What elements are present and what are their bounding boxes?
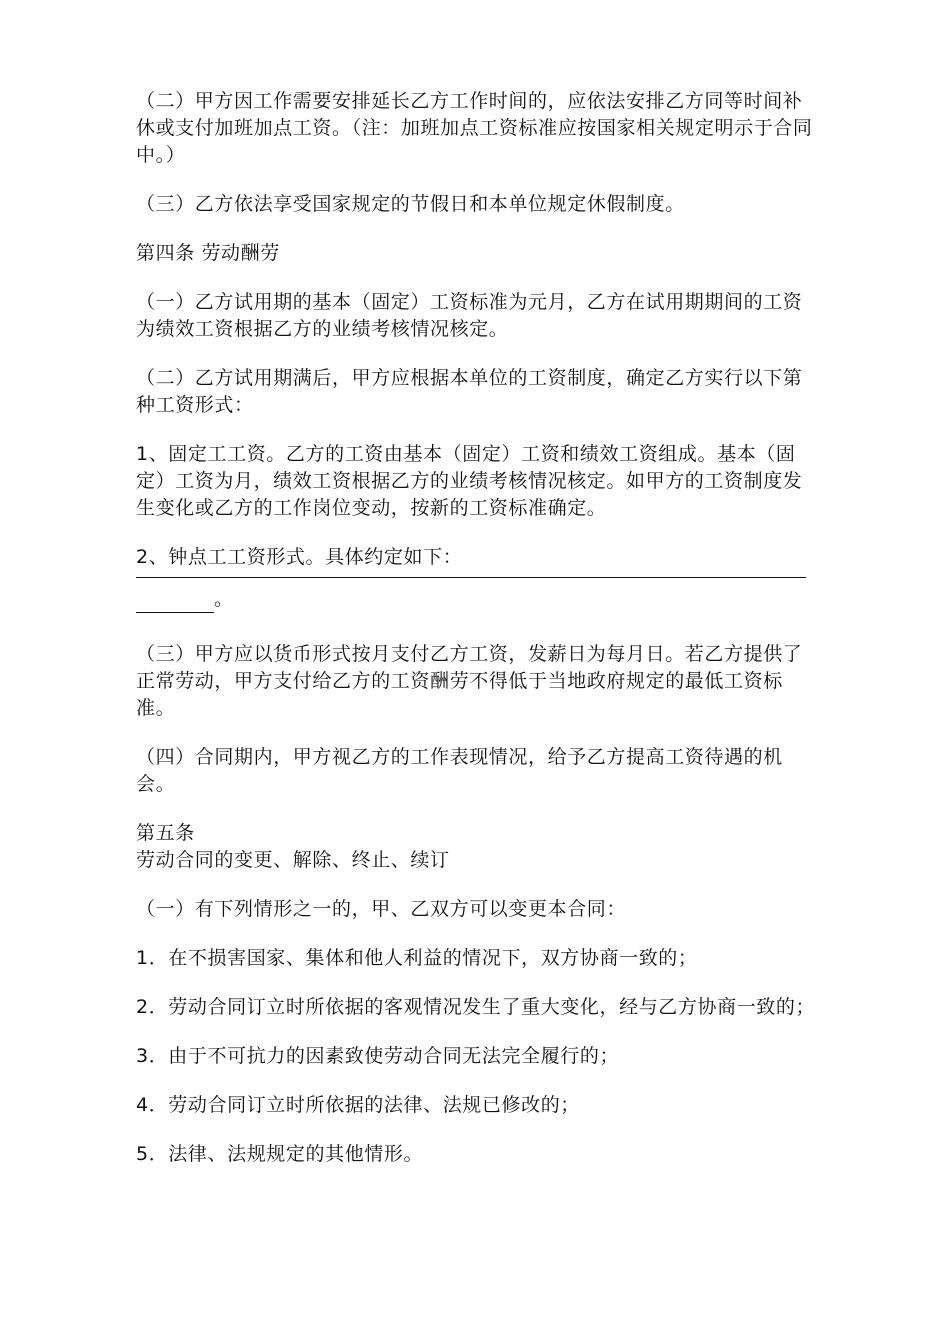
paragraph-probation-wage: （一）乙方试用期的基本（固定）工资标准为元月，乙方在试用期期间的工资为绩效工资根据乙方的业绩考核情况核定。 bbox=[136, 291, 803, 340]
article-5-item-1: 1．在不损害国家、集体和他人利益的情况下，双方协商一致的； bbox=[136, 947, 698, 969]
paragraph-wage-form: （二）乙方试用期满后，甲方应根据本单位的工资制度，确定乙方实行以下第种工资形式： bbox=[136, 367, 803, 416]
article-5-item-5: 5．法律、法规规定的其他情形。 bbox=[136, 1143, 424, 1165]
article-4-heading: 第四条 劳动酬劳 bbox=[136, 242, 280, 264]
paragraph-payment: （三）甲方应以货币形式按月支付乙方工资，发薪日为每月日。若乙方提供了正常劳动，甲方支付给乙方的工资酬劳不得低于当地政府规定的最低工资标准。 bbox=[136, 643, 803, 719]
paragraph-holidays: （三）乙方依法享受国家规定的节假日和本单位规定休假制度。 bbox=[136, 193, 685, 215]
article-5-item-4: 4．劳动合同订立时所依据的法律、法规已修改的； bbox=[136, 1094, 580, 1116]
article-5-heading: 第五条 bbox=[136, 822, 195, 844]
article-5-intro: （一）有下列情形之一的，甲、乙双方可以变更本合同： bbox=[136, 898, 627, 920]
paragraph-fixed-wage: 1、固定工工资。乙方的工资由基本（固定）工资和绩效工资组成。基本（固定）工资为月，绩效工资根据乙方的业绩考核情况核定。如甲方的工资制度发生变化或乙方的工作岗位变动，按新的工资标准确定。 bbox=[136, 443, 803, 519]
paragraph-hourly-wage: 2、钟点工工资形式。具体约定如下： bbox=[136, 546, 463, 568]
article-5-item-2: 2．劳动合同订立时所依据的客观情况发生了重大变化，经与乙方协商一致的； bbox=[136, 996, 816, 1018]
short-blank-underline bbox=[136, 594, 214, 613]
paragraph-raise: （四）合同期内，甲方视乙方的工作表现情况，给予乙方提高工资待遇的机会。 bbox=[136, 746, 783, 795]
article-5-title: 劳动合同的变更、解除、终止、续订 bbox=[136, 849, 450, 871]
paragraph-overtime: （二）甲方因工作需要安排延长乙方工作时间的，应依法安排乙方同等时间补休或支付加班加点工资。（注：加班加点工资标准应按国家相关规定明示于合同中。） bbox=[136, 90, 813, 166]
fill-in-blank-end bbox=[136, 586, 816, 613]
fill-in-blank-line bbox=[136, 571, 806, 578]
blank-end-mark: 。 bbox=[214, 588, 234, 610]
article-5-item-3: 3．由于不可抗力的因素致使劳动合同无法完全履行的； bbox=[136, 1045, 620, 1067]
document-page bbox=[136, 88, 816, 1190]
